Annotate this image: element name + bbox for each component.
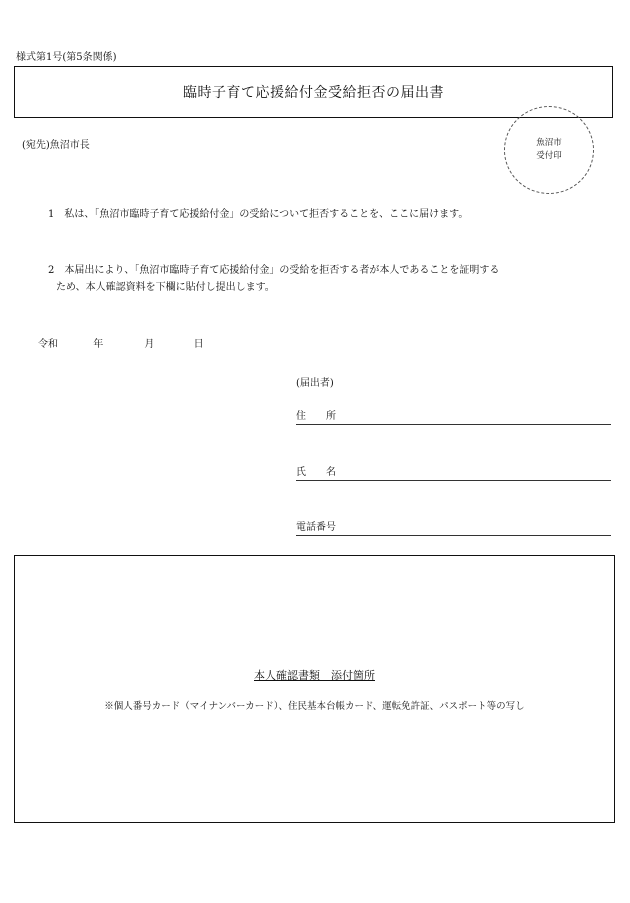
attachment-title: 本人確認書類 添付箇所 <box>254 669 375 682</box>
date-year: 年 <box>93 339 104 350</box>
applicant-heading: (届出者) <box>296 378 334 389</box>
name-label: 氏 名 <box>296 467 336 478</box>
date-month: 月 <box>144 339 155 350</box>
document-title: 臨時子育て応援給付金受給拒否の届出書 <box>183 85 444 101</box>
stamp-line-2: 受付印 <box>536 151 562 161</box>
id-document-attachment-box <box>14 555 615 823</box>
date-day: 日 <box>193 339 204 350</box>
date-era: 令和 <box>38 339 58 350</box>
date-row <box>38 335 204 350</box>
name-field[interactable] <box>296 463 611 481</box>
clause-2 <box>48 262 499 296</box>
clause-1: 1 私は、「魚沼市臨時子育て応援給付金」の受給について拒否することを、ここに届けます。 <box>48 209 469 220</box>
reception-stamp-area <box>504 106 594 194</box>
clause-2-line-2: ため、本人確認資料を下欄に貼付し提出します。 <box>56 282 275 293</box>
address-label: 住 所 <box>296 411 336 422</box>
phone-label: 電話番号 <box>296 522 336 533</box>
address-field[interactable] <box>296 407 611 425</box>
title-box <box>14 66 613 118</box>
stamp-line-1: 魚沼市 <box>536 138 562 148</box>
addressee: (宛先)魚沼市長 <box>22 140 90 151</box>
clause-2-line-1: 2 本届出により、「魚沼市臨時子育て応援給付金」の受給を拒否する者が本人であることを証明する <box>48 265 500 276</box>
form-number: 様式第1号(第5条関係) <box>16 52 117 63</box>
attachment-note: ※個人番号カード（マイナンバーカード）、住民基本台帳カード、運転免許証、パスポート等の写し <box>104 701 525 712</box>
phone-field[interactable] <box>296 518 611 536</box>
